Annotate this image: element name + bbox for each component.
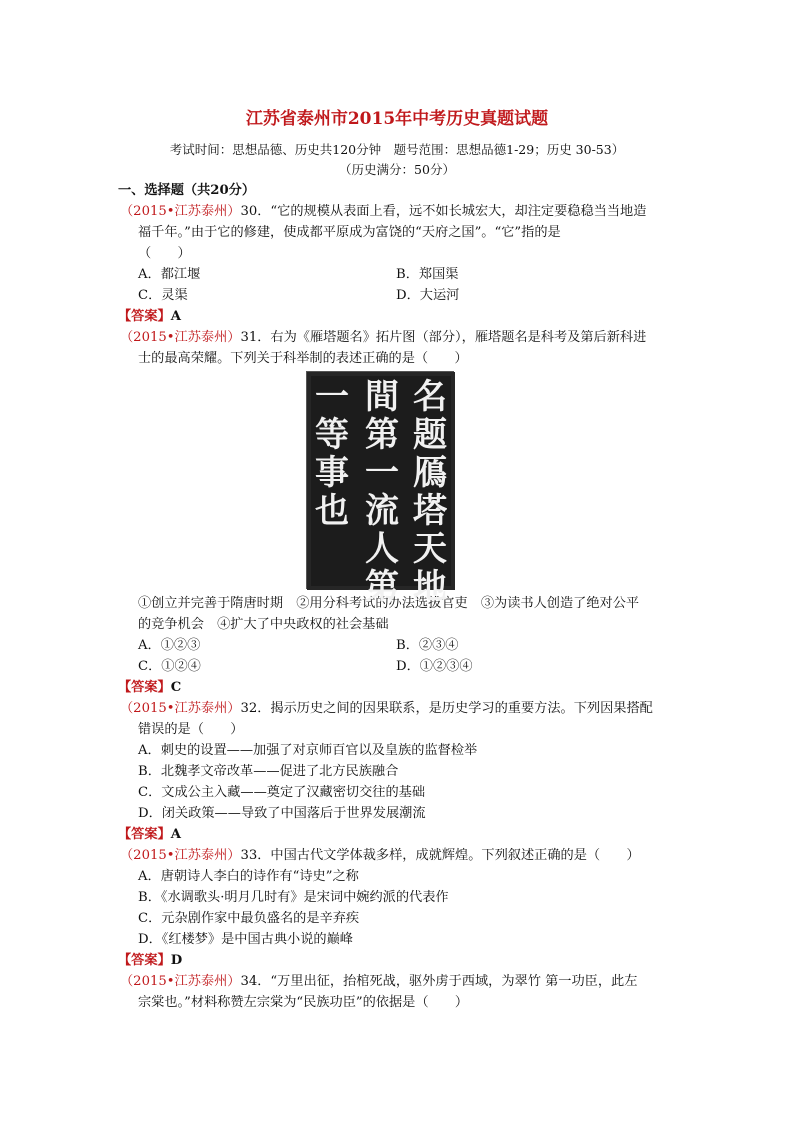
question-text: 33．中国古代文学体裁多样，成就辉煌。下列叙述正确的是（ ）	[240, 848, 640, 863]
options-row	[120, 285, 680, 306]
yanta-rubbing-image	[306, 371, 454, 607]
answer-31	[118, 677, 680, 698]
option-d: D．①②③④	[396, 659, 473, 674]
stele-column-2: 間第一流人第	[365, 377, 399, 607]
document-title: 江苏省泰州市2015年中考历史真题试题	[245, 109, 549, 129]
answer-30	[118, 306, 680, 327]
question-source: （2015•江苏泰州）	[120, 330, 241, 345]
option-a: A．都江堰	[138, 267, 201, 282]
question-text: 34．“万里出征，抬棺死战，驱外虏于西域，为翠竹 第一功臣，此左	[240, 974, 638, 989]
question-source: （2015•江苏泰州）	[120, 701, 241, 716]
options-row	[120, 656, 680, 677]
option-c: C．灵渠	[138, 288, 188, 303]
answer-33	[118, 950, 680, 971]
question-33-line1	[120, 845, 680, 866]
answer-tag: 【答案】	[118, 309, 171, 324]
answer-value: D	[170, 953, 183, 968]
question-31-line2: 士的最高荣耀。下列关于科举制的表述正确的是（ ）	[138, 351, 468, 366]
option-b: B．②③④	[396, 638, 459, 653]
question-source: （2015•江苏泰州）	[120, 974, 241, 989]
answer-tag: 【答案】	[118, 680, 171, 695]
statements-line1: ①创立并完善于隋唐时期 ②用分科考试的办法选拔官吏 ③为读书人创造了绝对公平	[138, 596, 640, 611]
option-c: C．元杂剧作家中最负盛名的是辛弃疾	[138, 911, 360, 926]
question-30-line3: （ ）	[138, 246, 191, 261]
answer-tag: 【答案】	[118, 827, 171, 842]
question-body	[120, 180, 680, 1013]
option-b: B．《水调歌头·明月几时有》是宋词中婉约派的代表作	[138, 890, 449, 905]
option-c: C．文成公主入藏——奠定了汉藏密切交往的基础	[138, 785, 426, 800]
answer-tag: 【答案】	[118, 953, 171, 968]
answer-32	[118, 824, 680, 845]
question-30-line1	[120, 201, 680, 222]
option-d: D．《红楼梦》是中国古典小说的巅峰	[138, 932, 353, 947]
statements-line2: 的竞争机会 ④扩大了中央政权的社会基础	[138, 617, 389, 632]
option-d: D．闭关政策——导致了中国落后于世界发展潮流	[138, 806, 426, 821]
option-d: D．大运河	[396, 288, 460, 303]
option-c: C．①②④	[138, 659, 201, 674]
stele-column-3: 一等事也	[315, 377, 349, 531]
option-b: B．北魏孝文帝改革——促进了北方民族融合	[138, 764, 399, 779]
question-34-line1	[120, 971, 680, 992]
section-heading: 一、选择题（共20分）	[118, 183, 256, 198]
question-source: （2015•江苏泰州）	[120, 204, 241, 219]
question-text: 32．揭示历史之间的因果联系，是历史学习的重要方法。下列因果搭配	[240, 701, 653, 716]
option-b: B．郑国渠	[396, 267, 459, 282]
exam-meta-score: （历史满分：50分）	[339, 162, 455, 177]
question-34-line2: 宗棠也。”材料称赞左宗棠为“民族功臣”的依据是（ ）	[138, 995, 469, 1010]
options-row	[120, 264, 680, 285]
options-row	[120, 635, 680, 656]
question-31-line1	[120, 327, 680, 348]
answer-value: C	[170, 680, 182, 695]
question-32-line1	[120, 698, 680, 719]
question-30-line2: 福千年。”由于它的修建，使成都平原成为富饶的“天府之国”。“它”指的是	[138, 225, 561, 240]
answer-value: A	[170, 309, 181, 324]
question-32-line2: 错误的是（ ）	[138, 722, 244, 737]
option-a: A．唐朝诗人李白的诗作有“诗史”之称	[138, 869, 359, 884]
question-text: 30．“它的规模从表面上看，远不如长城宏大，却注定要稳稳当当地造	[240, 204, 647, 219]
question-source: （2015•江苏泰州）	[120, 848, 241, 863]
question-text: 31．右为《雁塔题名》拓片图（部分），雁塔题名是科考及第后新科进	[240, 330, 647, 345]
answer-value: A	[170, 827, 181, 842]
exam-meta-time: 考试时间：思想品德、历史共120分钟 题号范围：思想品德1-29；历史 30-53）	[169, 142, 625, 157]
option-a: A．①②③	[138, 638, 201, 653]
stele-column-1: 名题鴈塔天地	[413, 377, 447, 607]
option-a: A．刺史的设置——加强了对京师百官以及皇族的监督检举	[138, 743, 478, 758]
